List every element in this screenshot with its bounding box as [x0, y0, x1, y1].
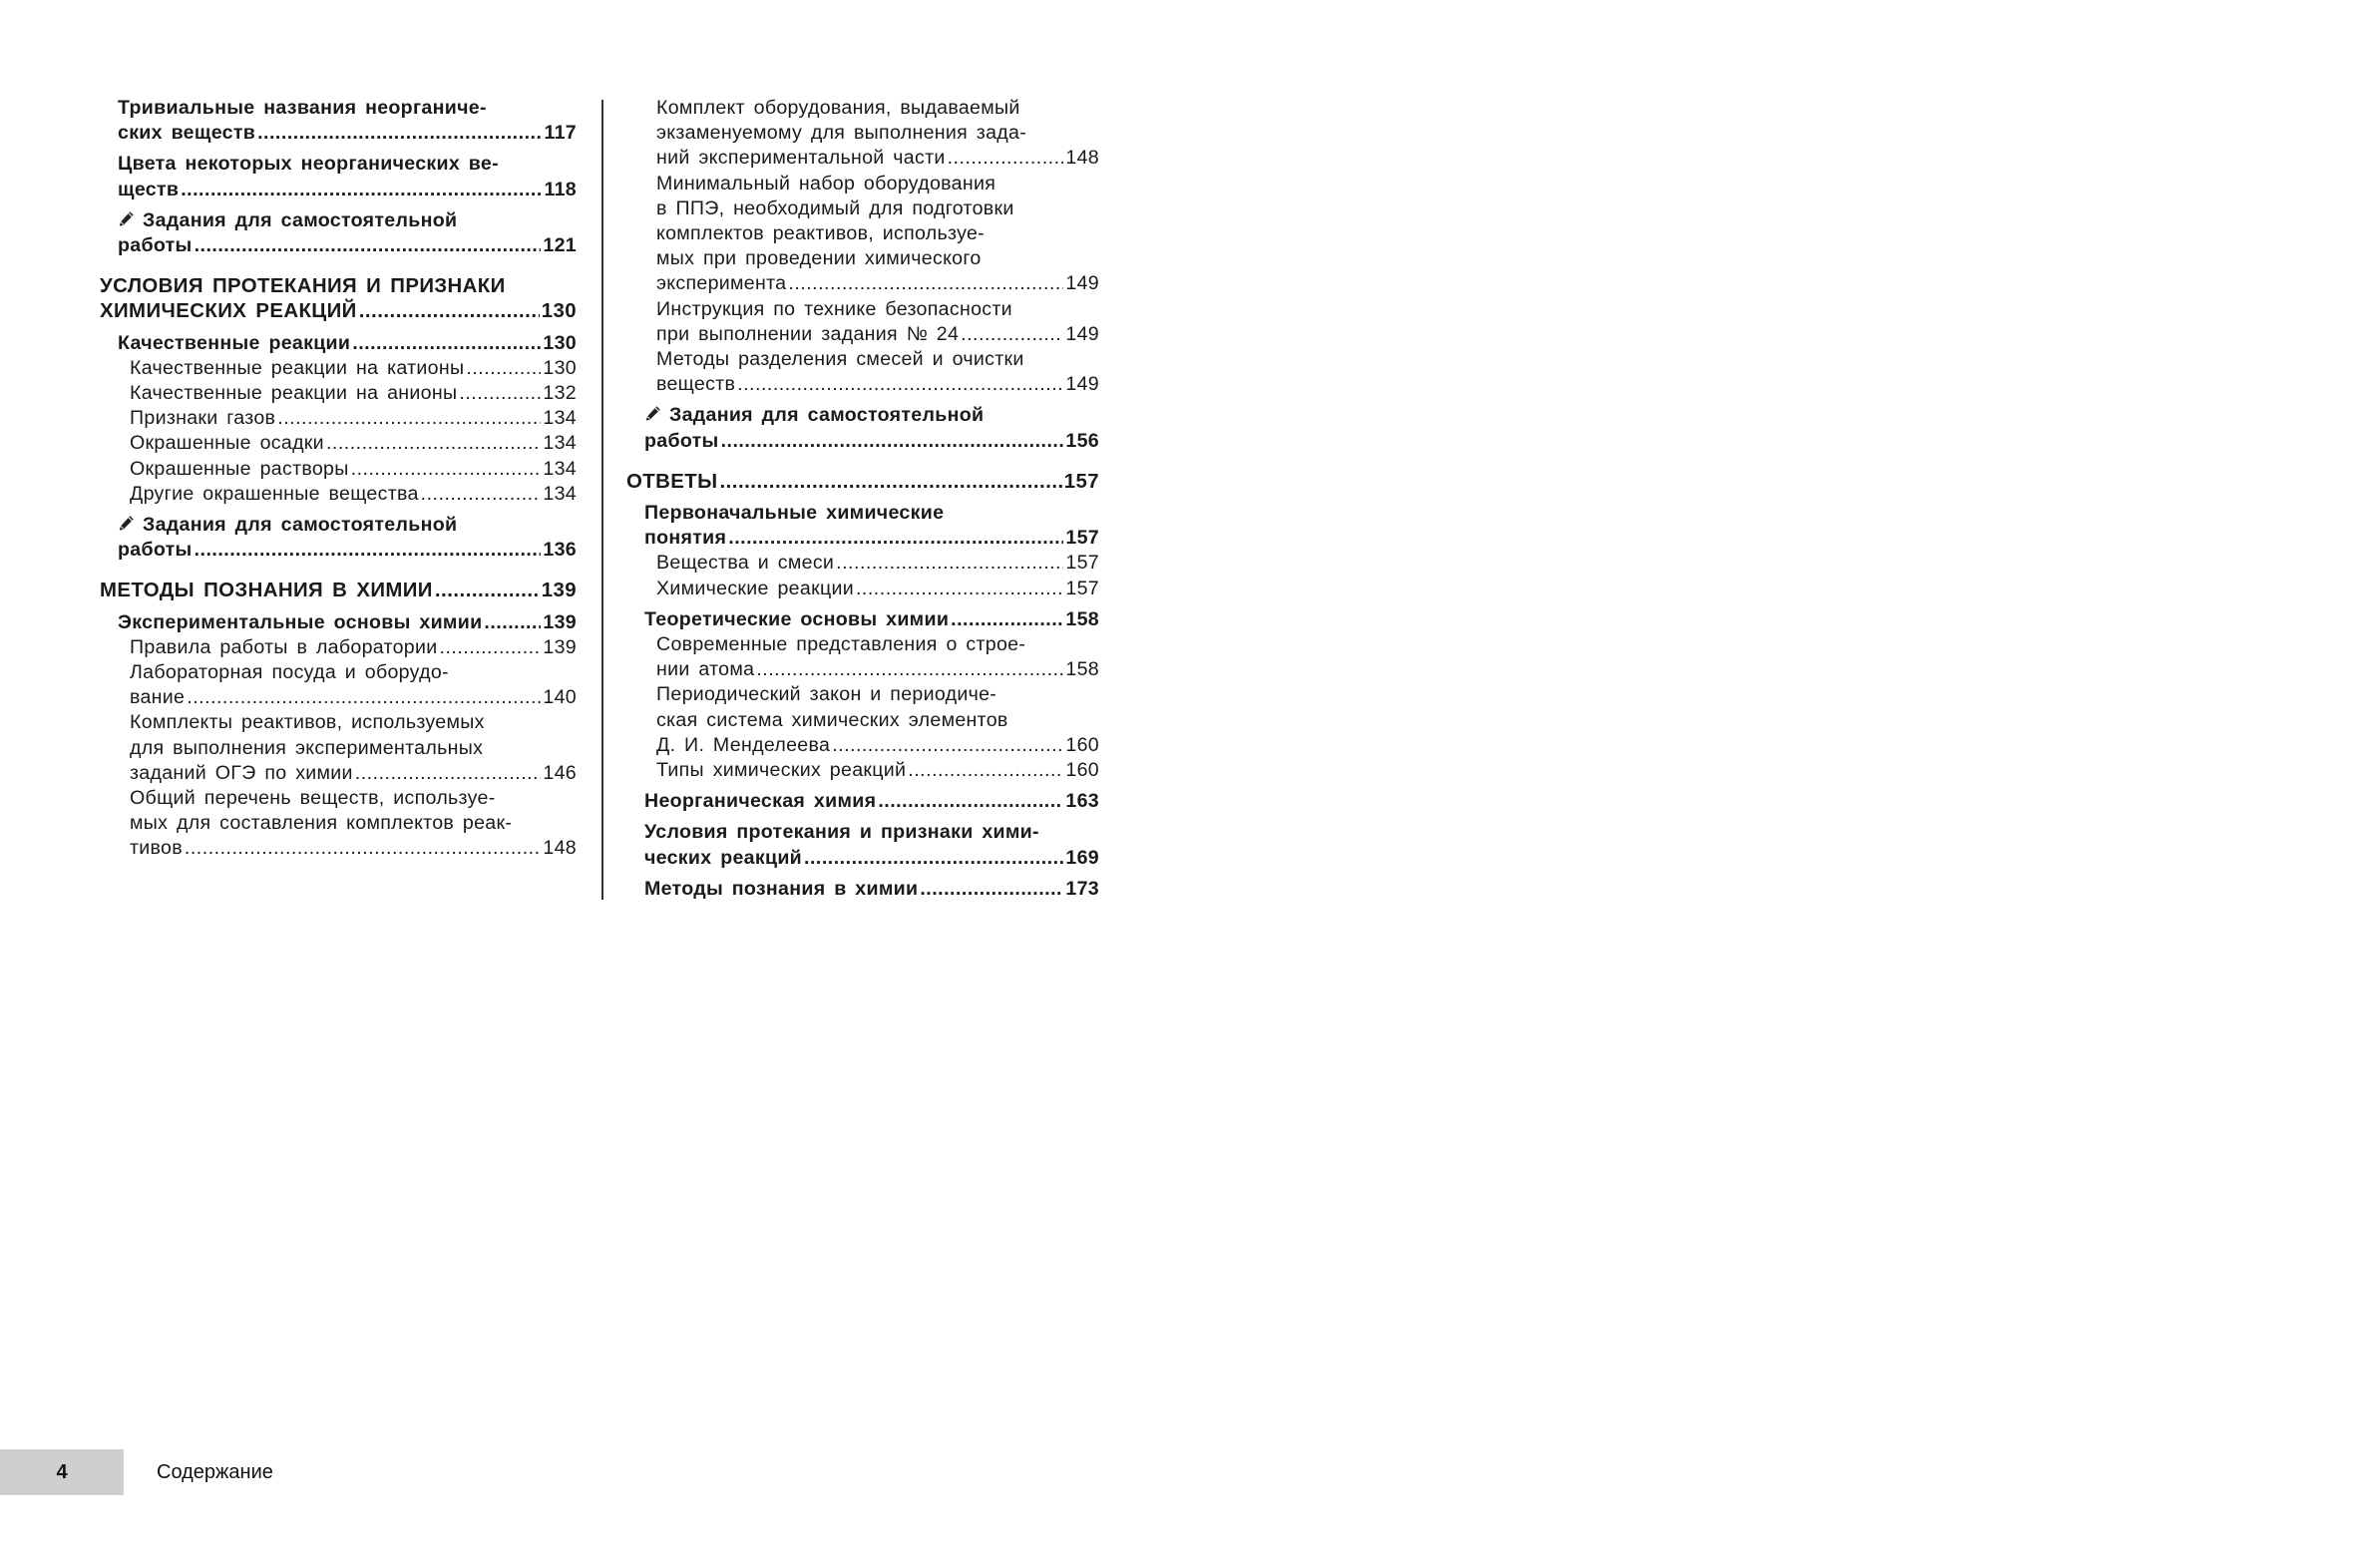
toc-subsection-entry[interactable] [626, 607, 1099, 632]
toc-page-number: 148 [543, 837, 577, 860]
toc-leader-dots [351, 457, 542, 482]
toc-topic-entry[interactable] [626, 347, 1099, 397]
toc-leader-dots [878, 789, 1063, 814]
toc-page-number: 117 [544, 122, 577, 145]
toc-leader-dots [756, 657, 1063, 682]
toc-entry-text: мых при проведении химического [656, 247, 982, 270]
toc-entry-text: мых для составления комплектов реак- [130, 812, 513, 835]
toc-section-heading[interactable] [100, 579, 577, 603]
toc-subsection-entry[interactable] [626, 820, 1099, 870]
toc-entry-text: Задания для самостоятельной [143, 514, 458, 537]
toc-tasks-entry[interactable] [100, 513, 577, 563]
toc-entry-text: Периодический закон и периодиче- [656, 683, 997, 706]
toc-page-number: 134 [543, 482, 577, 505]
toc-leader-dots [459, 381, 541, 406]
toc-entry-text: Неорганическая химия [644, 790, 877, 813]
toc-entry-text: Первоначальные химические [644, 502, 945, 525]
toc-page-number: 121 [543, 234, 577, 257]
toc-entry-text: УСЛОВИЯ ПРОТЕКАНИЯ И ПРИЗНАКИ [100, 275, 506, 298]
pencil-icon [118, 210, 135, 227]
toc-entry-text: Качественные реакции [118, 331, 351, 354]
toc-entry-text: Условия протекания и признаки хими- [644, 821, 1039, 844]
page-number: 4 [56, 1461, 68, 1483]
toc-topic-entry[interactable] [100, 786, 577, 862]
toc-leader-dots [721, 429, 1064, 454]
toc-page-number: 149 [1065, 272, 1099, 295]
toc-leader-dots [948, 146, 1064, 171]
toc-page-number: 160 [1065, 733, 1099, 756]
toc-entry-text: Комплект оборудования, выдаваемый [656, 97, 1020, 119]
toc-leader-dots [195, 233, 542, 258]
toc-leader-dots [257, 121, 542, 146]
running-footer-title: Содержание [157, 1461, 273, 1483]
toc-entry-text: МЕТОДЫ ПОЗНАНИЯ В ХИМИИ [100, 580, 433, 602]
toc-page-number: 149 [1065, 373, 1099, 396]
toc-leader-dots [856, 577, 1063, 601]
toc-entry-text: Теоретические основы химии [644, 607, 950, 630]
toc-entry-text: Качественные реакции на анионы [130, 382, 458, 405]
toc-subsection-entry[interactable] [626, 789, 1099, 814]
toc-page-number: 140 [543, 686, 577, 709]
toc-entry-text: для выполнения экспериментальных [130, 736, 484, 759]
toc-topic-entry[interactable] [626, 551, 1099, 576]
toc-leader-dots [181, 178, 542, 202]
toc-entry-text: комплектов реактивов, используе- [656, 222, 986, 245]
toc-topic-entry[interactable] [100, 406, 577, 431]
toc-entry-text: эксперимента [656, 272, 787, 295]
toc-leader-dots [466, 356, 541, 381]
toc-entry-text: Задания для самостоятельной [669, 404, 985, 427]
toc-leader-dots [352, 331, 541, 356]
toc-entry-text: Вещества и смеси [656, 552, 835, 575]
toc-subsection-entry[interactable] [100, 152, 577, 201]
toc-leader-dots [832, 733, 1063, 758]
toc-topic-entry[interactable] [100, 381, 577, 406]
toc-section-heading[interactable] [100, 274, 577, 324]
toc-topic-entry[interactable] [100, 482, 577, 507]
toc-entry-text: Лабораторная посуда и оборудо- [130, 661, 449, 684]
toc-leader-dots [961, 322, 1063, 347]
toc-topic-entry[interactable] [100, 660, 577, 710]
toc-page-number: 139 [543, 610, 577, 633]
toc-entry-text: работы [644, 429, 719, 452]
toc-leader-dots [920, 877, 1063, 902]
toc-page-number: 118 [544, 178, 577, 200]
toc-leader-dots [836, 551, 1063, 576]
toc-entry-text: в ППЭ, необходимый для подготовки [656, 196, 1014, 219]
toc-leader-dots [719, 470, 1061, 495]
toc-entry-text: ХИМИЧЕСКИХ РЕАКЦИЙ [100, 300, 357, 323]
toc-page-number: 148 [1065, 147, 1099, 170]
toc-leader-dots [195, 538, 542, 563]
toc-subsection-entry[interactable] [626, 877, 1099, 902]
toc-entry-text: при выполнении задания № 24 [656, 322, 960, 345]
toc-entry-text: работы [118, 539, 193, 562]
toc-entry-text: Д. И. Менделеева [656, 733, 831, 756]
toc-entry-text: Инструкция по технике безопасности [656, 297, 1012, 320]
toc-page-number: 158 [1065, 607, 1099, 630]
toc-page-number: 169 [1065, 846, 1099, 869]
toc-page-number: 157 [1065, 527, 1099, 550]
toc-topic-entry[interactable] [626, 297, 1099, 347]
toc-entry-text: ских веществ [118, 122, 256, 145]
toc-topic-entry[interactable] [100, 431, 577, 456]
toc-entry-text: ская система химических элементов [656, 708, 1008, 731]
toc-entry-text: ний экспериментальной части [656, 147, 946, 170]
toc-page-number: 132 [543, 382, 577, 405]
toc-page-number: 163 [1065, 790, 1099, 813]
toc-page-number: 139 [543, 635, 577, 658]
toc-entry-text: Современные представления о строе- [656, 633, 1026, 656]
toc-entry-text: Минимальный набор оборудования [656, 172, 996, 195]
toc-leader-dots [484, 610, 541, 635]
toc-entry-text: Признаки газов [130, 407, 276, 430]
toc-subsection-entry[interactable] [626, 501, 1099, 551]
toc-subsection-entry[interactable] [100, 610, 577, 635]
toc-topic-entry[interactable] [100, 356, 577, 381]
column-divider [601, 100, 603, 900]
toc-entry-text: ОТВЕТЫ [626, 470, 718, 493]
toc-page-number: 157 [1065, 577, 1099, 599]
toc-page-number: 134 [543, 407, 577, 430]
toc-entry-text: Тривиальные названия неорганиче- [118, 97, 487, 119]
pencil-icon [644, 405, 661, 422]
toc-entry-text: Окрашенные растворы [130, 457, 349, 480]
toc-topic-entry[interactable] [626, 172, 1099, 297]
toc-entry-text: Типы химических реакций [656, 759, 907, 782]
toc-page-number: 160 [1065, 759, 1099, 782]
toc-leader-dots [788, 271, 1063, 296]
toc-topic-entry[interactable] [626, 96, 1099, 172]
toc-entry-text: работы [118, 234, 193, 257]
toc-entry-text: Качественные реакции на катионы [130, 356, 465, 379]
toc-subsection-entry[interactable] [100, 96, 577, 146]
toc-section-heading[interactable] [626, 470, 1099, 495]
toc-leader-dots [908, 758, 1063, 783]
toc-page-number: 134 [543, 457, 577, 480]
toc-page-number: 149 [1065, 322, 1099, 345]
toc-page-number: 136 [543, 539, 577, 562]
toc-leader-dots [728, 526, 1063, 551]
toc-leader-dots [277, 406, 541, 431]
toc-page-number: 157 [1065, 552, 1099, 575]
toc-entry-text: ществ [118, 178, 180, 200]
toc-page-number: 130 [541, 300, 577, 323]
toc-entry-text: веществ [656, 373, 736, 396]
toc-leader-dots [355, 761, 542, 786]
toc-page-number: 130 [543, 356, 577, 379]
toc-leader-dots [440, 635, 542, 660]
toc-entry-text: Методы разделения смесей и очистки [656, 348, 1024, 371]
toc-entry-text: Экспериментальные основы химии [118, 610, 483, 633]
toc-leader-dots [185, 836, 541, 861]
toc-page-number: 130 [543, 331, 577, 354]
toc-entry-text: нии атома [656, 658, 755, 681]
toc-tasks-entry[interactable] [626, 403, 1099, 453]
toc-leader-dots [804, 846, 1063, 871]
toc-leader-dots [737, 372, 1063, 397]
toc-topic-entry[interactable] [626, 758, 1099, 783]
toc-entry-text: заданий ОГЭ по химии [130, 761, 353, 784]
toc-entry-text: Химические реакции [656, 577, 854, 599]
toc-entry-text: понятия [644, 527, 727, 550]
toc-entry-text: ческих реакций [644, 846, 803, 869]
toc-page-number: 157 [1063, 470, 1099, 493]
toc-leader-dots [359, 299, 540, 324]
toc-entry-text: Другие окрашенные вещества [130, 482, 419, 505]
toc-page-number: 134 [543, 432, 577, 455]
toc-topic-entry[interactable] [100, 635, 577, 660]
toc-page-number: 139 [541, 580, 577, 602]
pencil-icon [118, 515, 135, 532]
toc-leader-dots [326, 431, 541, 456]
toc-topic-entry[interactable] [626, 577, 1099, 601]
toc-topic-entry[interactable] [100, 457, 577, 482]
toc-entry-text: Цвета некоторых неорганических ве- [118, 153, 499, 176]
toc-topic-entry[interactable] [626, 632, 1099, 682]
toc-page-number: 158 [1065, 658, 1099, 681]
toc-entry-text: Общий перечень веществ, используе- [130, 787, 496, 810]
toc-page-number: 173 [1065, 877, 1099, 900]
toc-entry-text: Окрашенные осадки [130, 432, 324, 455]
toc-leader-dots [951, 607, 1063, 632]
toc-column-right [626, 96, 1099, 902]
toc-entry-text: Задания для самостоятельной [143, 208, 458, 231]
toc-leader-dots [421, 482, 542, 507]
toc-page-number: 146 [543, 761, 577, 784]
toc-entry-text: Правила работы в лаборатории [130, 635, 438, 658]
toc-entry-text: тивов [130, 837, 183, 860]
toc-topic-entry[interactable] [100, 710, 577, 786]
toc-leader-dots [435, 579, 540, 603]
toc-entry-text: Методы познания в химии [644, 877, 919, 900]
toc-tasks-entry[interactable] [100, 208, 577, 258]
toc-entry-text: экзаменуемому для выполнения зада- [656, 122, 1027, 145]
toc-entry-text: вание [130, 686, 186, 709]
toc-topic-entry[interactable] [626, 682, 1099, 758]
toc-column-left [100, 96, 577, 862]
toc-entry-text: Комплекты реактивов, используемых [130, 711, 485, 734]
toc-subsection-entry[interactable] [100, 331, 577, 356]
toc-page-number: 156 [1065, 429, 1099, 452]
toc-leader-dots [187, 685, 541, 710]
